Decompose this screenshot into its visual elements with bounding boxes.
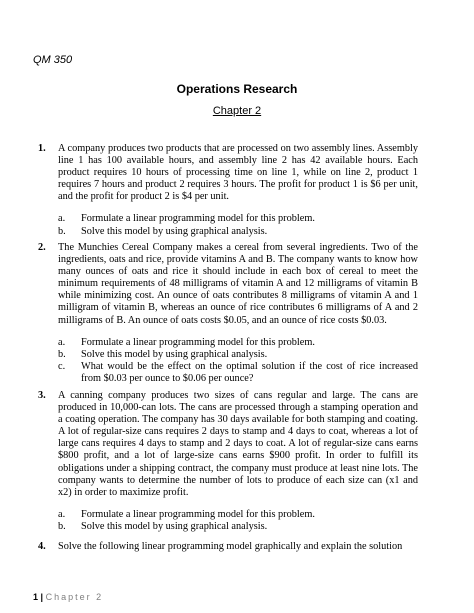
question-text: A company produces two products that are processed on two assembly lines. Assembly line 1 has 100 available hours, and assembly line 2 has 42 available hours. Each product requires 10 hours of processing time on line 1, while on line 2, product 1 requires 7 hours and product 2 requires 3 hours. The profit for product 1 is $6 per unit, and the profit for product 2 is $4 per unit. <box>58 143 418 203</box>
chapter-heading: Chapter 2 <box>212 105 262 117</box>
footer-separator: | <box>40 592 44 602</box>
question-1 <box>38 143 418 238</box>
question-text: The Munchies Cereal Company makes a cereal from several ingredients. Two of the ingredients, oats and rice, provide vitamins A and B. The company wants to know how many ounces of oats and rice it should include in each box of cereal to meet the minimum requirements of 48 milligrams of vitamin A and 12 milligrams of vitamin B while minimizing cost. An ounce of oats contributes 8 milligrams of vitamin A and 1 milligram of vitamin B, whereas an ounce of rice contributes 6 milligrams of A and 2 milligrams of B. An ounce of oats costs $0.05, and an ounce of rice costs $0.03. <box>58 242 418 326</box>
document-title: Operations Research <box>176 82 298 96</box>
question-part <box>58 521 418 533</box>
course-code: QM 350 <box>33 54 73 66</box>
question-part <box>58 349 418 361</box>
part-text: Solve this model by using graphical analysis. <box>81 520 268 532</box>
question-2 <box>38 242 418 385</box>
question-number: 4. <box>38 541 46 552</box>
question-part <box>58 361 418 385</box>
part-label: b. <box>58 225 66 237</box>
part-text: Formulate a linear programming model for this problem. <box>81 508 315 520</box>
question-text: A canning company produces two sizes of cans regular and large. The cans are produced in 10,000-can lots. The cans are processed through a stamping operation and a coating operation. The company has 30 days available for both stamping and coating. A lot of regular-size cans requires 2 days to stamp and 4 days to coat, whereas a lot of large cans requires 4 days to stamp and 2 days to coat. A lot of regular-size cans earns $800 profit, and a lot of large-size cans earns $900 profit. In order to fulfill its obligations under a shipping contract, the company must produce at least nine lots. The company wants to determine the number of lots to produce of each size can (x1 and x2) in order to maximize profit. <box>58 390 418 498</box>
question-number: 2. <box>38 242 46 253</box>
part-text: Solve this model by using graphical analysis. <box>81 225 268 237</box>
question-parts <box>58 337 418 385</box>
part-label: b. <box>58 520 66 532</box>
page-number: 1 <box>33 592 39 602</box>
part-label: a. <box>58 213 66 225</box>
question-part <box>58 337 418 349</box>
question-number: 1. <box>38 143 46 154</box>
question-parts <box>58 509 418 533</box>
part-label: a. <box>58 508 66 520</box>
part-label: b. <box>58 348 66 360</box>
question-part <box>58 509 418 521</box>
part-text: What would be the effect on the optimal solution if the cost of rice increased from $0.03 per ounce to $0.06 per ounce? <box>81 360 418 384</box>
part-label: c. <box>58 360 66 372</box>
page-footer <box>33 592 103 602</box>
question-parts <box>58 213 418 237</box>
part-text: Formulate a linear programming model for this problem. <box>81 213 315 225</box>
question-part <box>58 213 418 225</box>
part-label: a. <box>58 336 66 348</box>
question-number: 3. <box>38 390 46 401</box>
question-3 <box>38 390 418 533</box>
question-part <box>58 226 418 238</box>
part-text: Formulate a linear programming model for this problem. <box>81 336 315 348</box>
footer-chapter-label: Chapter 2 <box>45 592 104 602</box>
question-4 <box>38 541 418 553</box>
part-text: Solve this model by using graphical analysis. <box>81 348 268 360</box>
question-text: Solve the following linear programming model graphically and explain the solution <box>58 541 403 552</box>
